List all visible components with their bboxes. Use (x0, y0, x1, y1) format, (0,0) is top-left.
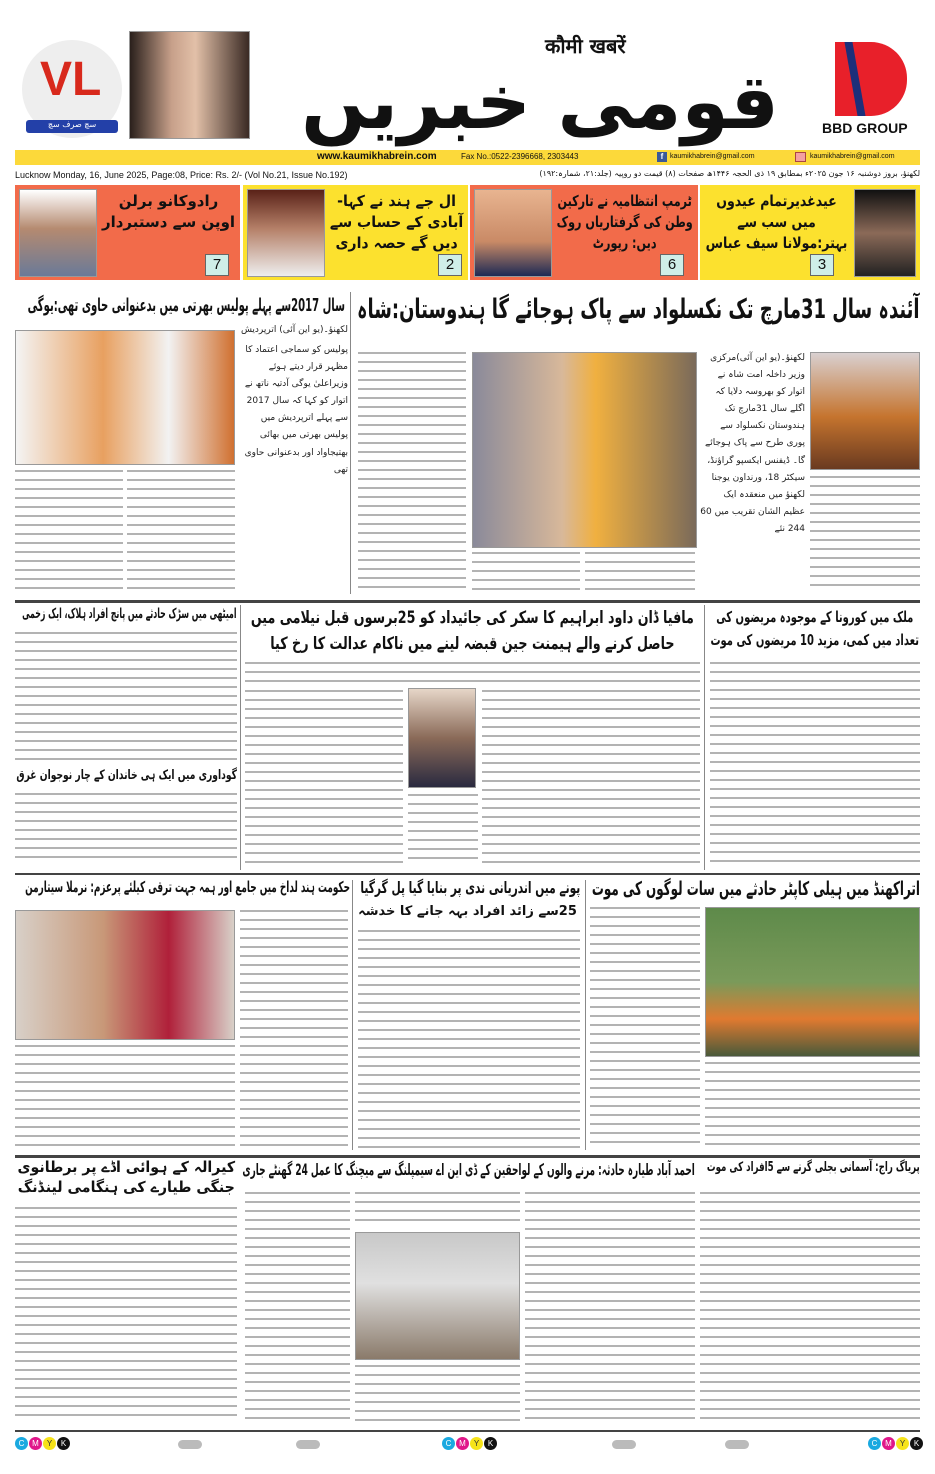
headline-godavari-drowning: گوداوری میں ایک ہی خاندان کے چار نوجوان غرق (16, 768, 237, 783)
headline-dawood-property: مافیا ڈان داود ابراہیم کا سکر کی جائیداد کو 25برسوں قبل نیلامی میں حاصل کرنے والے ہیمنت جین قبضہ لینے میں ناکام عدالت کا رخ کیا (250, 608, 695, 654)
cmyk-mark-center: C M Y K (442, 1437, 497, 1450)
dateline-urdu: لکھنؤ، بروز دوشنبہ ۱۶ جون ۲۰۲۵ء بمطابق ۱۹ ذی الحجہ ۱۴۴۶ھ صفحات (۸) قیمت دو روپیہ (جلد:۲۱، شمارہ:۱۹۲) (539, 169, 920, 178)
teaser-photo (19, 189, 97, 277)
registration-mark (296, 1440, 320, 1449)
plane-crash-photo (355, 1232, 520, 1360)
headline-police-recruitment: سال 2017سے پہلے پولیس بھرتی میں بدعنوانی حاوی تھی:یوگی (27, 295, 345, 316)
headline-ladakh-sitharaman: حکومت ہند لداخ میں جامع اور ہمہ جہت ترقی کیلئے پرعزم: نرملا سیتارمن (25, 878, 351, 896)
teaser-2[interactable] (243, 185, 468, 280)
police-dateline: لکھنؤ۔(یو این آئی) اترپردیش (240, 325, 348, 335)
headline-pune-bridge: پونے میں اندریانی ندی پر بنایا گیا پل گرگیا (360, 878, 580, 897)
amit-shah-photo (810, 352, 920, 470)
email-icon (795, 152, 806, 162)
email-address[interactable]: kaumikhabrein@gmail.com (810, 153, 895, 160)
masthead-title: قومی خبریں (301, 57, 779, 146)
subheadline-pune-bridge: 25سے زائد افراد بہہ جانے کا خدشہ (358, 904, 577, 919)
dateline-english: Lucknow Monday, 16, June 2025, Page:08, Price: Rs. 2/- (Vol No.21, Issue No.192) (15, 170, 348, 180)
teaser-headline: ٹرمپ انتظامیہ نے تارکین وطن کی گرفتاریاں روک دیں: رپورٹ (556, 192, 694, 252)
fax-number: Fax No.:0522-2396668, 2303443 (461, 152, 579, 161)
helicopter-crash-photo (705, 907, 920, 1057)
headline-amethi-accident: امیٹھی میں سڑک حادثے میں پانچ افراد ہلاک، ایک زخمی (22, 606, 237, 622)
teaser-page-number: 2 (438, 254, 462, 276)
vl-logo-tagline: سچ صرف سچ (26, 120, 118, 133)
registration-mark (725, 1440, 749, 1449)
facebook-icon: f (657, 152, 667, 162)
police-lead-text: پولیس کو سماجی اعتماد کا مظہر قرار دیتے ہوئے وزیراعلیٰ یوگی آدتیہ ناتھ نے اتوار کو کہا کہ سال 2017 سے پہلے اترپردیش میں پولیس بھرتی میں بھائی بھتیجاواد اور بدعنوانی حاوی تھی (244, 345, 348, 475)
teaser-page-number: 7 (205, 254, 229, 276)
headline-prayagraj-lightning: پریاگ راج: آسمانی بجلی گرنے سے 5افراد کی موت (707, 1160, 920, 1175)
teaser-6[interactable] (470, 185, 698, 280)
dawood-photo (408, 688, 476, 788)
teaser-3[interactable] (700, 185, 920, 280)
teaser-7[interactable] (15, 185, 240, 280)
headline-corona: ملک میں کورونا کے موجودہ مریضوں کی تعداد میں کمی، مزید 10 مریضوں کی موت (710, 608, 920, 649)
award-ceremony-photo (472, 352, 697, 548)
teaser-photo (854, 189, 916, 277)
bbd-logo-text: BBD GROUP (822, 120, 908, 136)
teaser-page-number: 6 (660, 254, 684, 276)
teaser-headline: رادوکانو برلن اوپن سے دستبردار (101, 192, 236, 231)
headline-naxalism: آئندہ سال 31مارچ تک نکسلواد سے پاک ہوجائے گا ہندوستان:شاہ (357, 294, 920, 325)
info-bar (15, 150, 920, 165)
vl-logo (22, 40, 122, 138)
teaser-headline: عیدغدیرتمام عیدوں میں سب سے بہتر:مولانا سیف عباس (705, 192, 847, 252)
headline-uttarakhand-helicopter: اتراکھنڈ میں ہیلی کاپٹر حادثے میں سات لوگوں کی موت (591, 878, 920, 900)
cmyk-mark-left: C M Y K (15, 1437, 70, 1450)
headline-ahmedabad-dna: احمد آباد طیارہ حادثہ: مرنے والوں کے لواحقین کے ڈی این اے سیمپلنگ سے میچنگ کا عمل 24 گھنٹے جاری (242, 1160, 695, 1179)
yogi-event-photo (15, 330, 235, 465)
cmyk-mark-right: C M Y K (868, 1437, 923, 1450)
teaser-photo (247, 189, 325, 277)
teaser-photo (474, 189, 552, 277)
teaser-page-number: 3 (810, 254, 834, 276)
registration-mark (612, 1440, 636, 1449)
masthead-hindi: कौमी खबरें (545, 34, 626, 58)
registration-mark (178, 1440, 202, 1449)
dateline-urdu-box (480, 168, 920, 182)
headline-kerala-jet: کیرالہ کے ہوائی اڈے پر برطانوی جنگی طیارے کی ہنگامی لینڈنگ (17, 1158, 235, 1196)
website-link[interactable]: www.kaumikhabrein.com (317, 151, 437, 162)
sitharaman-photo (15, 910, 235, 1040)
facebook-handle[interactable]: kaumikhabrein@gmail.com (670, 153, 755, 160)
header-portrait-photo (129, 31, 250, 139)
teaser-headline: ال جے ہند نے کہا- آبادی کے حساب سے دیں گے حصہ داری (329, 192, 464, 252)
naxalism-lead-text: لکھنؤ۔(یو این آئی)مرکزی وزیر داخلہ امت شاہ نے اتوار کو بھروسہ دلایا کہ اگلے سال 31مارچ تک ہندوستان نکسلواد سے پوری طرح سے پاک ہوجائے گا۔ ڈیفنس ایکسپو گراؤنڈ، سیکٹر 18، ورنداون یوجنا لکھنؤ میں منعقدہ ایک عظیم الشان تقریب میں 60 244 نئے (700, 353, 805, 534)
bbd-logo (835, 42, 907, 116)
vl-logo-mark: VL (40, 53, 102, 106)
